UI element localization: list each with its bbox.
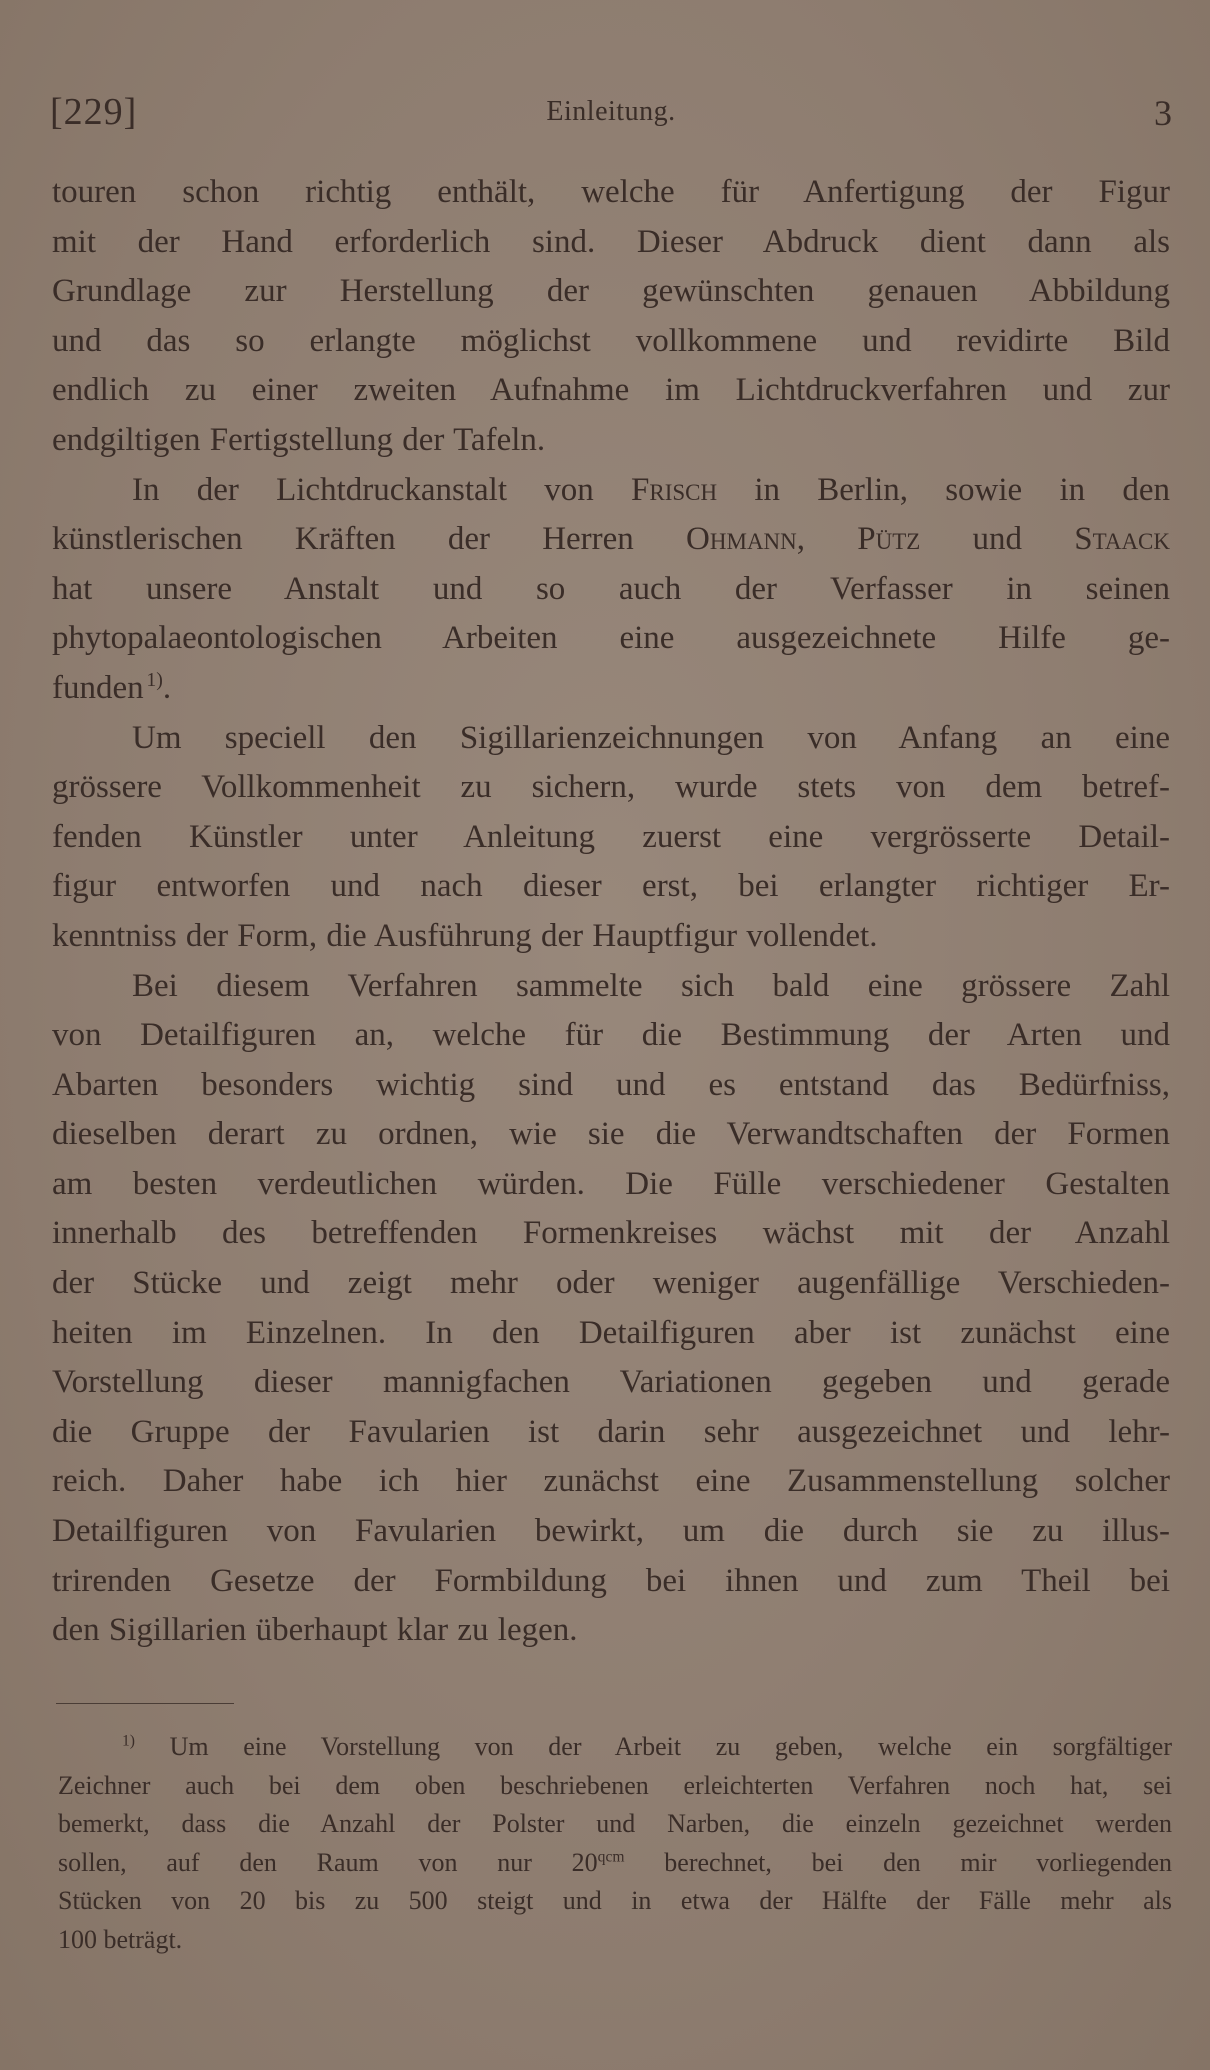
- footnote-divider: [56, 1703, 234, 1704]
- running-head: [50, 90, 1172, 140]
- text-line: phytopalaeontologischen Arbeiten eine ausgezeichnete Hilfe ge-: [52, 620, 1170, 657]
- name-ohmann: Ohmann: [686, 521, 797, 558]
- text-line: funden $^{1)}$.: [52, 668, 172, 706]
- text-line: den Sigillarien überhaupt klar zu legen.: [52, 1612, 578, 1649]
- text-line: touren schon richtig enthält, welche für Anfertigung der Figur: [52, 174, 1170, 210]
- text-line: und das so erlangte möglichst vollkommene und revidirte Bild: [52, 322, 1170, 359]
- footnote-line: bemerkt, dass die Anzahl der Polster und Narben, die einzeln gezeichnet werden: [58, 1809, 1172, 1838]
- text-line: Grundlage zur Herstellung der gewünschten genauen Abbildung: [52, 273, 1170, 310]
- page-number: 3: [1154, 93, 1172, 133]
- text-line: Detailfiguren von Favularien bewirkt, um die durch sie zu illus-: [52, 1513, 1170, 1550]
- main-text: [52, 168, 1170, 1656]
- text-line: Vorstellung dieser mannigfachen Variationen gegeben und gerade: [52, 1364, 1170, 1401]
- footnote-marker: 1): [122, 1732, 135, 1750]
- footnote-line: [58, 1728, 1172, 1767]
- text-line: kenntniss der Form, die Ausführung der Hauptfigur vollendet.: [52, 917, 878, 954]
- text-line: künstlerischen Kräften der Herren Ohmann, Pütz und Staack: [52, 521, 1171, 558]
- footnote: [58, 1728, 1172, 1959]
- footnote-text: berechnet, bei den mir vorliegenden: [624, 1847, 1173, 1877]
- footnote-text: Um eine Vorstellung von der Arbeit zu geben, welche ein sorgfältiger: [169, 1732, 1172, 1761]
- text-line: hat unsere Anstalt und so auch der Verfasser in seinen: [52, 570, 1170, 607]
- name-staack: Staack: [1074, 521, 1171, 558]
- text-line: am besten verdeutlichen würden. Die Fülle verschiedener Gestalten: [52, 1165, 1170, 1202]
- text-line: trirenden Gesetze der Formbildung bei ihnen und zum Theil bei: [52, 1562, 1170, 1599]
- page-bracket-number: [229]: [50, 91, 138, 133]
- text-line: In der Lichtdruckanstalt von Frisch in Berlin, sowie in den: [132, 471, 1170, 508]
- footnote-text: sollen, auf den Raum von nur 20: [58, 1847, 598, 1877]
- text-line: endgiltigen Fertigstellung der Tafeln.: [52, 421, 546, 458]
- footnote-line: Stücken von 20 bis zu 500 steigt und in etwa der Hälfte der Fälle mehr als: [58, 1886, 1172, 1915]
- text-line: reich. Daher habe ich hier zunächst eine Zusammenstellung solcher: [52, 1463, 1170, 1500]
- text-line: heiten im Einzelnen. In den Detailfiguren aber ist zunächst eine: [52, 1314, 1170, 1351]
- text-line: dieselben derart zu ordnen, wie sie die Verwandtschaften der Formen: [52, 1116, 1170, 1153]
- section-title: Einleitung.: [546, 96, 676, 127]
- text-line: die Gruppe der Favularien ist darin sehr ausgezeichnet und lehr-: [52, 1413, 1170, 1450]
- unit-superscript: qcm: [597, 1847, 625, 1865]
- name-puetz: Pütz: [857, 521, 921, 558]
- text-line: von Detailfiguren an, welche für die Bestimmung der Arten und: [52, 1017, 1170, 1054]
- text-line: Bei diesem Verfahren sammelte sich bald eine grössere Zahl: [132, 967, 1170, 1004]
- footnote-line: 100 beträgt.: [58, 1924, 183, 1954]
- text-line: innerhalb des betreffenden Formenkreises wächst mit der Anzahl: [52, 1215, 1170, 1252]
- name-frisch: Frisch: [631, 471, 718, 508]
- text-line: figur entworfen und nach dieser erst, bei erlangter richtiger Er-: [52, 868, 1170, 905]
- text-line: Um speciell den Sigillarienzeichnungen von Anfang an eine: [132, 719, 1170, 756]
- footnote-line: Zeichner auch bei dem oben beschriebenen erleichterten Verfahren noch hat, sei: [58, 1770, 1172, 1800]
- text-line: Abarten besonders wichtig sind und es entstand das Bedürfniss,: [52, 1066, 1170, 1103]
- text-line: grössere Vollkommenheit zu sichern, wurde stets von dem betref-: [52, 769, 1170, 806]
- text-line: der Stücke und zeigt mehr oder weniger augenfällige Verschieden-: [52, 1265, 1170, 1302]
- text-line: endlich zu einer zweiten Aufnahme im Lichtdruckverfahren und zur: [52, 372, 1170, 409]
- text-line: mit der Hand erforderlich sind. Dieser Abdruck dient dann als: [52, 223, 1170, 260]
- text-line: fenden Künstler unter Anleitung zuerst eine vergrösserte Detail-: [52, 818, 1170, 855]
- footnote-line: [58, 1844, 1172, 1883]
- footnote-ref: 1): [146, 668, 163, 691]
